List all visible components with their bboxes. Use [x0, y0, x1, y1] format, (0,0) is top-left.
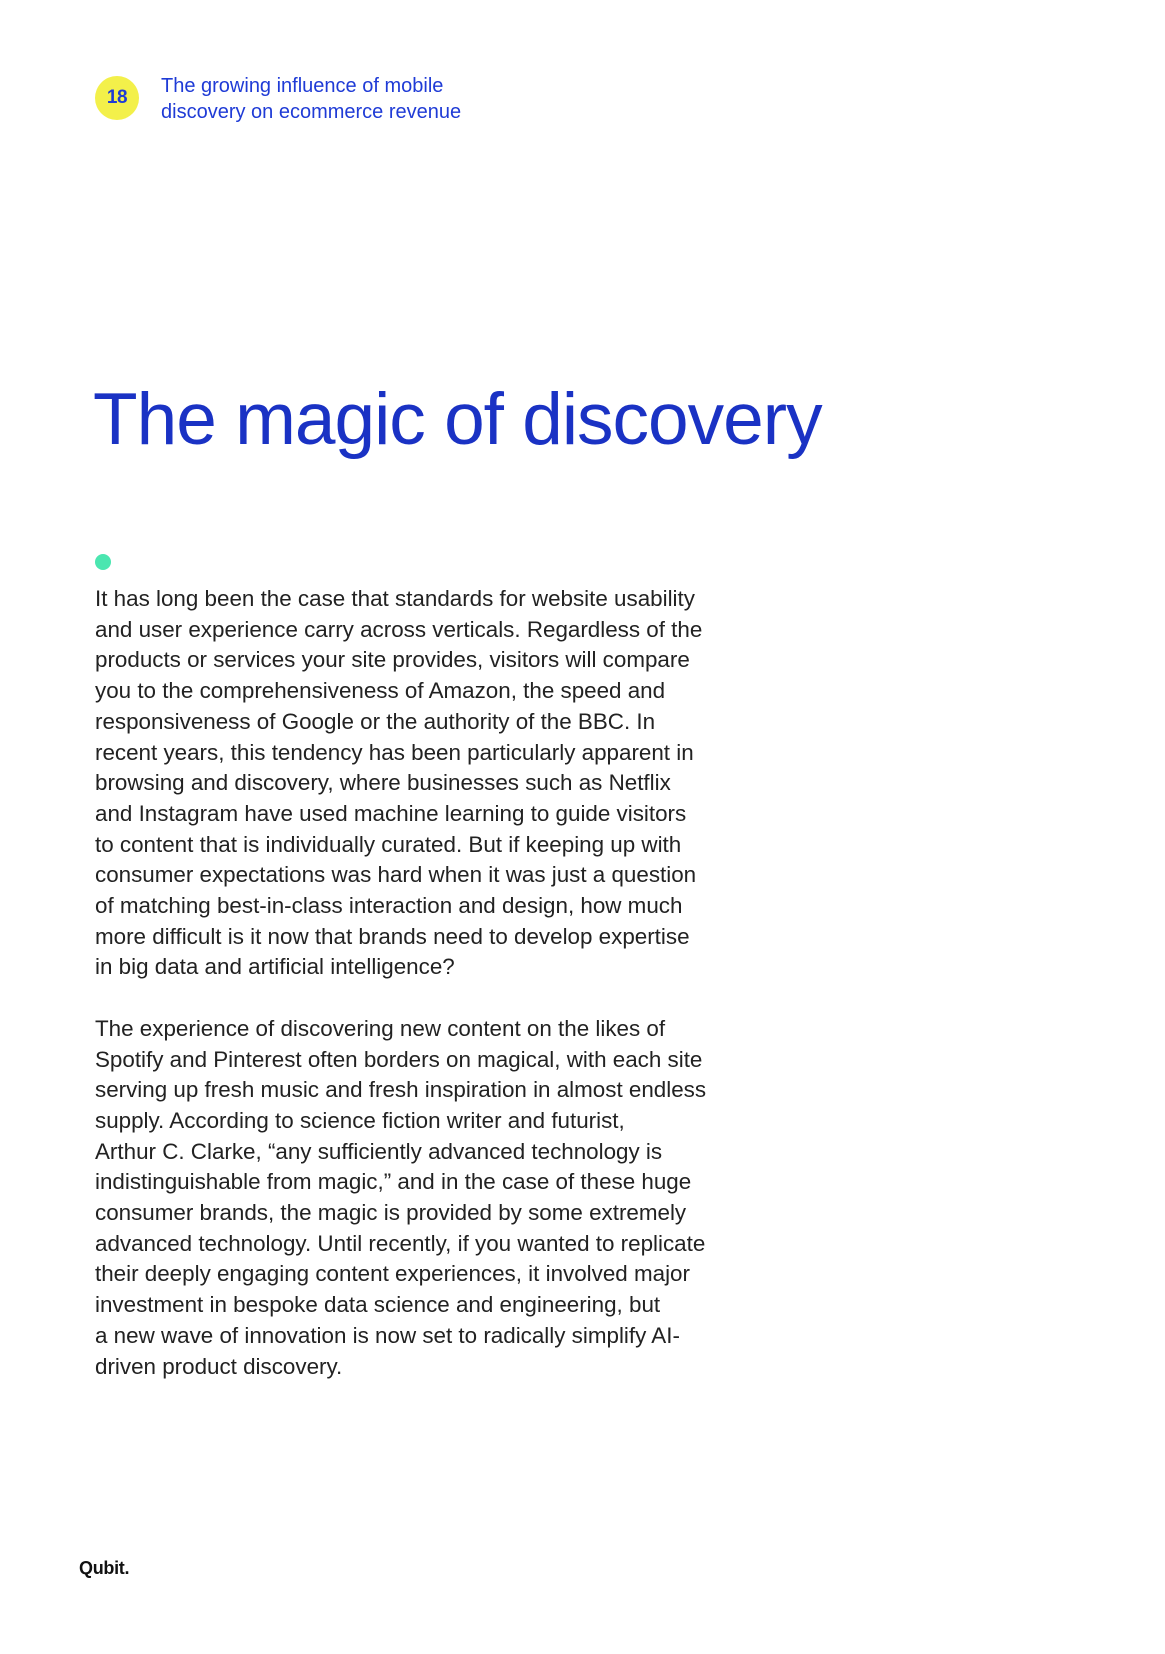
- running-header-line-1: The growing influence of mobile: [161, 75, 444, 97]
- paragraph-line: their deeply engaging content experiences, it involved major: [95, 1261, 690, 1287]
- paragraph-line: responsiveness of Google or the authority of the BBC. In: [95, 708, 656, 734]
- paragraph-line: advanced technology. Until recently, if you wanted to replicate: [95, 1230, 706, 1256]
- paragraph-line: to content that is individually curated. But if keeping up with: [95, 831, 682, 857]
- paragraph-line: Spotify and Pinterest often borders on magical, with each site: [95, 1046, 703, 1072]
- paragraph-line: supply. According to science fiction writer and futurist,: [95, 1107, 625, 1133]
- page-title: The magic of discovery: [93, 379, 822, 460]
- paragraph-line: It has long been the case that standards for website usability: [95, 586, 695, 611]
- paragraph-line: Arthur C. Clarke, “any sufficiently advanced technology is: [95, 1138, 663, 1164]
- paragraph-line: a new wave of innovation is now set to radically simplify AI-: [95, 1322, 680, 1348]
- paragraph-line: and user experience carry across verticals. Regardless of the: [95, 616, 703, 642]
- paragraph-line: in big data and artificial intelligence?: [95, 954, 455, 980]
- running-header-line-2: discovery on ecommerce revenue: [161, 101, 462, 123]
- paragraph-line: consumer expectations was hard when it was just a question: [95, 862, 697, 888]
- green-dot-icon: [95, 554, 111, 570]
- paragraph-2: [95, 1014, 755, 1382]
- paragraph-line: products or services your site provides, visitors will compare: [95, 647, 690, 673]
- paragraph-line: you to the comprehensiveness of Amazon, the speed and: [95, 678, 666, 704]
- page-number: 18: [106, 87, 128, 108]
- paragraph-line: browsing and discovery, where businesses such as Netflix: [95, 770, 671, 796]
- paragraph-1: [95, 584, 755, 983]
- paragraph-line: consumer brands, the magic is provided by some extremely: [95, 1200, 687, 1226]
- paragraph-line: driven product discovery.: [95, 1353, 343, 1379]
- paragraph-line: investment in bespoke data science and engineering, but: [95, 1292, 661, 1318]
- qubit-logo: Qubit.: [79, 1558, 130, 1578]
- paragraph-line: of matching best-in-class interaction and design, how much: [95, 893, 683, 919]
- paragraph-line: recent years, this tendency has been particularly apparent in: [95, 739, 694, 765]
- page-number-badge: [95, 76, 139, 120]
- paragraph-line: serving up fresh music and fresh inspiration in almost endless: [95, 1077, 707, 1103]
- paragraph-line: The experience of discovering new content on the likes of: [95, 1015, 666, 1041]
- running-header: [161, 73, 581, 125]
- body-text: [95, 584, 755, 1382]
- paragraph-line: indistinguishable from magic,” and in the case of these huge: [95, 1169, 692, 1195]
- paragraph-line: and Instagram have used machine learning to guide visitors: [95, 800, 687, 826]
- paragraph-line: more difficult is it now that brands need to develop expertise: [95, 923, 690, 949]
